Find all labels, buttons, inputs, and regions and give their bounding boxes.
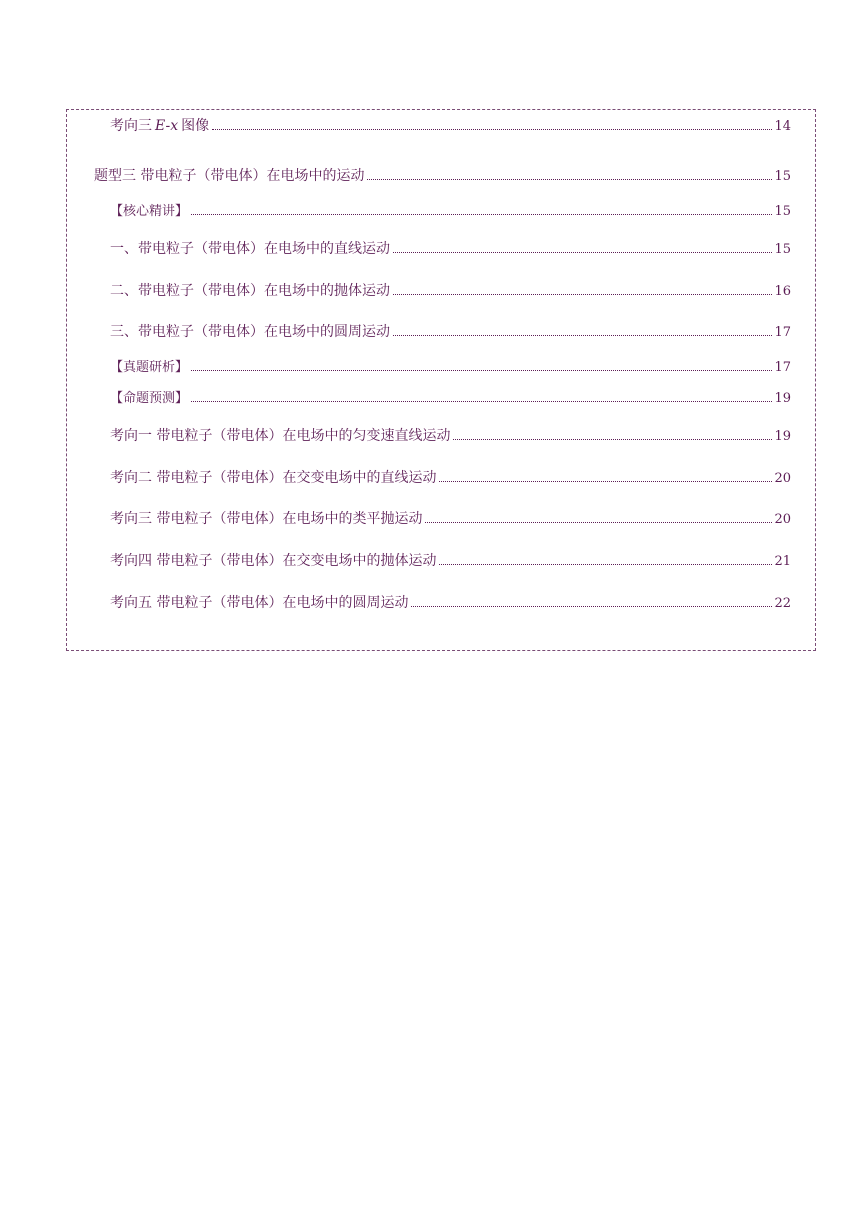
toc-page-number: 20 [774, 471, 791, 486]
dot-leader [425, 521, 772, 523]
toc-entry-title: 三、带电粒子（带电体）在电场中的圆周运动 [110, 324, 390, 340]
dot-leader [393, 251, 772, 253]
toc-page-number: 22 [774, 596, 791, 611]
toc-entry-suffix: 图像 [181, 118, 210, 134]
toc-entry-title: 考向四 带电粒子（带电体）在交变电场中的抛体运动 [110, 553, 437, 569]
toc-page-number: 21 [774, 554, 791, 569]
dot-leader [411, 605, 772, 607]
toc-page-number: 15 [774, 169, 791, 184]
dot-leader [212, 128, 772, 130]
toc-entry[interactable] [67, 427, 791, 446]
toc-entry[interactable] [67, 594, 791, 613]
toc-page-number: 19 [774, 429, 791, 444]
toc-page-number: 14 [774, 119, 791, 134]
toc-entry-title: 一、带电粒子（带电体）在电场中的直线运动 [110, 241, 390, 257]
toc-entry[interactable] [67, 240, 791, 259]
table-of-contents [66, 109, 816, 651]
dot-leader [439, 480, 772, 482]
toc-entry[interactable] [67, 203, 791, 221]
toc-entry[interactable] [67, 510, 791, 529]
toc-entry-title [110, 117, 209, 135]
toc-entry-title: 【核心精讲】 [110, 204, 189, 219]
toc-entry[interactable] [67, 323, 791, 342]
toc-page-number: 19 [774, 391, 791, 406]
toc-entry-title: 考向一 带电粒子（带电体）在电场中的匀变速直线运动 [110, 428, 451, 444]
toc-entry[interactable] [67, 282, 791, 301]
toc-page-number: 15 [774, 242, 791, 257]
dot-leader [453, 438, 772, 440]
toc-entry-title: 【真题研析】 [110, 360, 189, 375]
toc-entry[interactable] [67, 359, 791, 377]
dot-leader [191, 213, 772, 215]
dot-leader [393, 334, 772, 336]
toc-entry-math: E-x [155, 118, 179, 134]
toc-entry[interactable] [67, 469, 791, 488]
toc-entry[interactable] [67, 167, 791, 186]
dot-leader [191, 369, 772, 371]
toc-page-number: 17 [774, 360, 791, 375]
toc-entry-title: 【命题预测】 [110, 391, 189, 406]
toc-page-number: 17 [774, 325, 791, 340]
toc-entry[interactable] [67, 390, 791, 408]
toc-entry-title: 题型三 带电粒子（带电体）在电场中的运动 [94, 168, 365, 184]
dot-leader [367, 178, 772, 180]
toc-page-number: 16 [774, 284, 791, 299]
toc-entry-title: 考向五 带电粒子（带电体）在电场中的圆周运动 [110, 595, 409, 611]
toc-entry-title: 二、带电粒子（带电体）在电场中的抛体运动 [110, 283, 390, 299]
toc-entry-title: 考向二 带电粒子（带电体）在交变电场中的直线运动 [110, 470, 437, 486]
dot-leader [191, 400, 772, 402]
toc-entry[interactable] [67, 552, 791, 571]
dot-leader [439, 563, 772, 565]
toc-page-number: 20 [774, 512, 791, 527]
toc-entry[interactable] [67, 117, 791, 136]
toc-entry-prefix: 考向三 [110, 118, 152, 134]
toc-page-number: 15 [774, 204, 791, 219]
toc-entry-title: 考向三 带电粒子（带电体）在电场中的类平抛运动 [110, 511, 423, 527]
dot-leader [393, 293, 772, 295]
